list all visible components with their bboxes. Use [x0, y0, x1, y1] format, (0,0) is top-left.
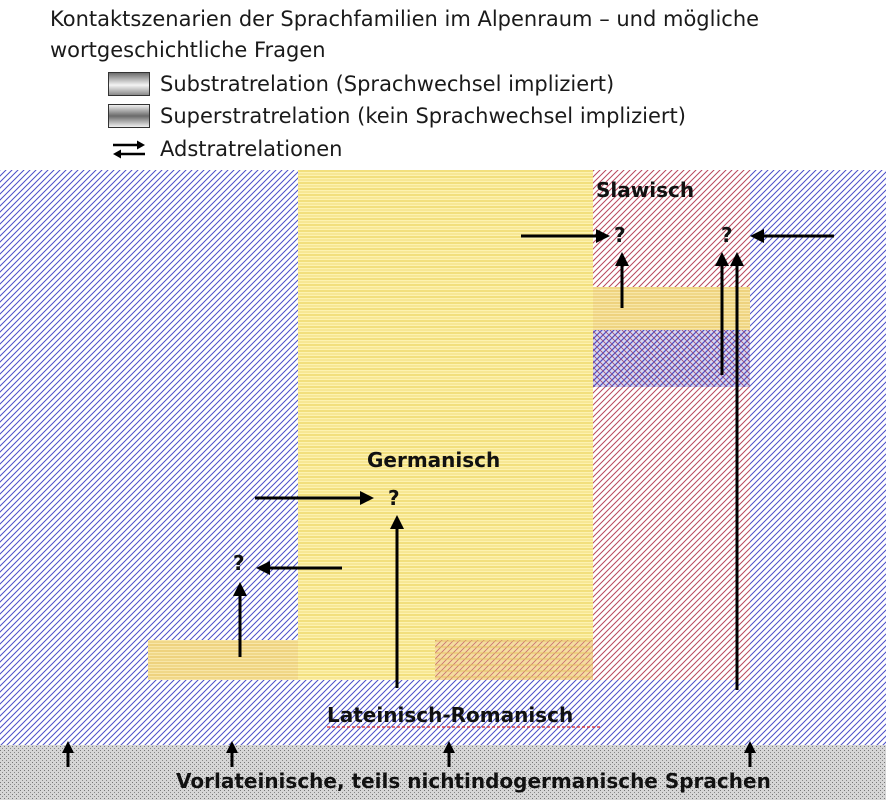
- superstrate-swatch: [108, 104, 150, 128]
- contact-band-middle: [435, 640, 593, 680]
- legend-superstrate-label: Superstratrelation (kein Sprachwechsel impliziert): [160, 104, 686, 128]
- legend-superstrate: [108, 101, 686, 131]
- diagram-title: Kontaktszenarien der Sprachfamilien im Alpenraum – und mögliche wortgeschichtliche Fragen: [50, 7, 760, 62]
- germanic-label: Germanisch: [367, 448, 501, 472]
- double-arrow-icon: [108, 137, 150, 161]
- prelatin-label: Vorlateinische, teils nichtindogermanische Sprachen: [176, 769, 771, 793]
- legend-substrate: [108, 69, 614, 99]
- slavic-germanic-band: [593, 287, 750, 330]
- language-contact-diagram: [0, 170, 886, 800]
- question-latin-left: ?: [233, 551, 245, 575]
- question-slavic-left: ?: [614, 223, 626, 247]
- question-germanic: ?: [388, 486, 400, 510]
- latin-romance-label: Lateinisch-Romanisch: [327, 703, 574, 727]
- slavic-latin-band: [593, 330, 750, 387]
- substrate-swatch: [108, 72, 150, 96]
- legend-substrate-label: Substratrelation (Sprachwechsel impliziert): [160, 72, 615, 96]
- germanic-superstrate-band-left: [148, 640, 298, 680]
- legend-adstrate-label: Adstratrelationen: [160, 137, 343, 161]
- slavic-label: Slawisch: [596, 178, 695, 202]
- question-slavic-right: ?: [721, 223, 733, 247]
- legend-adstrate: [108, 134, 343, 164]
- germanic-region: [298, 170, 593, 680]
